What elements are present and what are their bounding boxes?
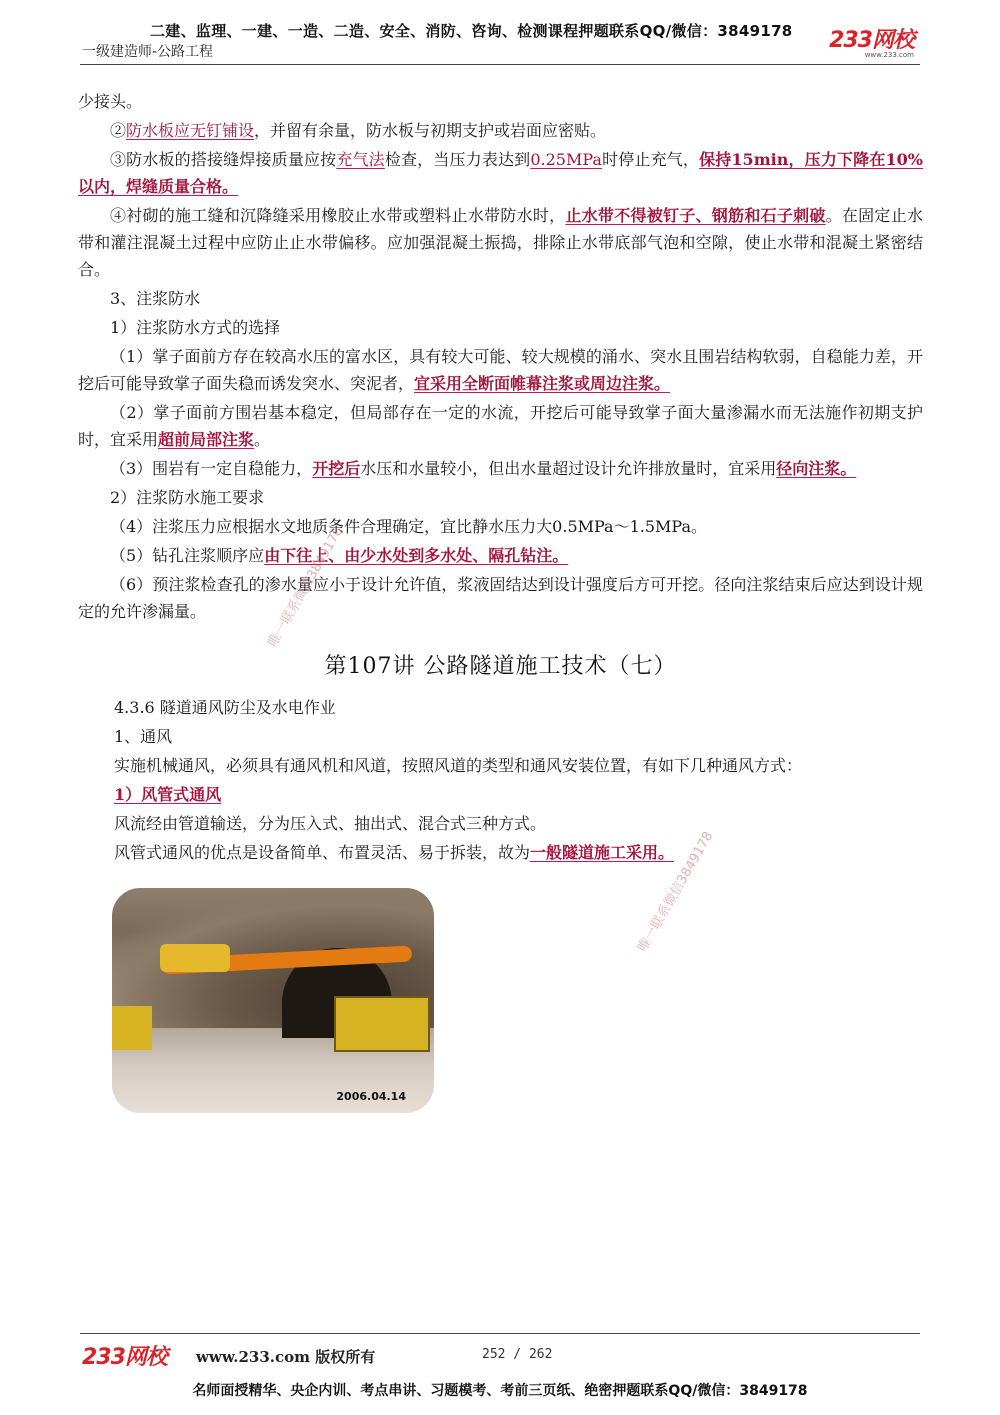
highlight: 1）风管式通风 <box>114 785 222 804</box>
text: ④衬砌的施工缝和沉降缝采用橡胶止水带或塑料止水带防水时， <box>110 206 566 225</box>
text: 风管式通风的优点是设备简单、布置灵活、易于拆装，故为 <box>114 843 531 862</box>
paragraph <box>78 542 923 569</box>
paragraph <box>78 399 923 453</box>
footer-logo: 233网校 <box>82 1345 167 1370</box>
highlight: 由下往上、由少水处到多水处、隔孔钻注。 <box>264 546 569 565</box>
text: 检查，当压力表达到 <box>384 150 531 169</box>
footer-divider <box>80 1333 920 1334</box>
highlight: 止水带不得被钉子、钢筋和石子刺破 <box>565 206 826 225</box>
paragraph: 风流经由管道输送，分为压入式、抽出式、混合式三种方式。 <box>114 814 547 833</box>
logo-text: 233网校 <box>829 28 914 53</box>
text: 。在固定止水带和灌注混凝土过程中应防止止水带偏移。应加强混凝土振捣，排除止水带底部气泡和空隙，使止水带和混凝土紧密结合。 <box>78 206 923 279</box>
paragraph <box>78 343 923 397</box>
paragraph <box>78 117 923 144</box>
highlight: 保持15min，压力下降在10%以内，焊缝质量合格。 <box>78 150 923 196</box>
paragraph <box>78 146 923 200</box>
section-heading: 3、注浆防水 <box>110 289 201 308</box>
highlight: 一般隧道施工采用。 <box>530 843 675 862</box>
text: （2）掌子面前方围岩基本稳定，但局部存在一定的水流，开挖后可能导致掌子面大量渗漏水而无法施作初期支护时，宜采用 <box>78 403 923 449</box>
watermark: 唯一联系微信3849178 <box>265 524 347 650</box>
header-promo-line: 二建、监理、一建、一造、二造、安全、消防、咨询、检测课程押题联系QQ/微信：3849178 <box>150 22 793 40</box>
text: 水压和水量较小，但出水量超过设计允许排放量时，宜采用 <box>360 459 777 478</box>
ventilation-section <box>78 694 923 866</box>
page-number: 252 / 262 <box>482 1347 553 1362</box>
document-body <box>78 88 923 868</box>
watermark: 唯一联系微信3849178 <box>635 829 717 955</box>
paragraph: （6）预注浆检查孔的渗水量应小于设计允许值，浆液固结达到设计强度后方可开挖。径向注浆结束后应达到设计规定的允许渗漏量。 <box>78 575 923 621</box>
paragraph: （4）注浆压力应根据水文地质条件合理确定，宜比静水压力大0.5MPa～1.5MPa。 <box>110 517 708 536</box>
footer-copyright: www.233.com 版权所有 <box>196 1348 376 1366</box>
paragraph <box>78 455 923 482</box>
section-heading: 1、通风 <box>114 727 173 746</box>
photo-generator <box>334 996 430 1052</box>
header-logo <box>829 30 914 59</box>
highlight: 开挖后 <box>312 459 361 478</box>
header-subtitle: 一级建造师-公路工程 <box>82 44 214 60</box>
tunnel-ventilation-photo <box>112 888 434 1113</box>
highlight: 0.25MPa <box>530 150 602 169</box>
highlight: 径向注浆。 <box>776 459 857 478</box>
text: （3）围岩有一定自稳能力， <box>110 459 313 478</box>
subsection-heading <box>114 781 923 808</box>
lecture-title: 第107讲 公路隧道施工技术（七） <box>324 654 677 679</box>
text: （5）钻孔注浆顺序应 <box>110 546 265 565</box>
text: 。 <box>254 430 271 449</box>
text: ③防水板的搭接缝焊接质量应按 <box>110 150 337 169</box>
highlight: 宜采用全断面帷幕注浆或周边注浆。 <box>414 374 671 393</box>
paragraph: 少接头。 <box>78 92 143 111</box>
highlight: 超前局部注浆 <box>158 430 255 449</box>
text: （1）掌子面前方存在较高水压的富水区，具有较大可能、较大规模的涌水、突水且围岩结构软弱，自稳能力差，开挖后可能导致掌子面失稳而诱发突水、突泥者， <box>78 347 923 393</box>
header-divider <box>80 64 920 65</box>
subsection-heading: 1）注浆防水方式的选择 <box>110 318 281 337</box>
paragraph <box>114 839 923 866</box>
photo-fan <box>160 944 230 972</box>
text: 时停止充气， <box>601 150 700 169</box>
highlight: 充气法 <box>336 150 385 169</box>
paragraph: 实施机械通风，必须具有通风机和风道，按照风道的类型和通风安装位置，有如下几种通风方式： <box>114 756 803 775</box>
section-heading: 4.3.6 隧道通风防尘及水电作业 <box>114 698 336 717</box>
text: ② <box>110 121 127 140</box>
photo-date-stamp: 2006.04.14 <box>336 1090 406 1103</box>
footer-promo-line: 名师面授精华、央企内训、考点串讲、习题模考、考前三页纸、绝密押题联系QQ/微信：3849178 <box>192 1383 808 1399</box>
subsection-heading: 2）注浆防水施工要求 <box>110 488 265 507</box>
text: ，并留有余量，防水板与初期支护或岩面应密贴。 <box>254 121 607 140</box>
paragraph <box>78 202 923 283</box>
photo-machine <box>112 1006 152 1050</box>
highlight: 防水板应无钉铺设 <box>126 121 255 140</box>
logo-url: www.233.com <box>864 51 914 59</box>
